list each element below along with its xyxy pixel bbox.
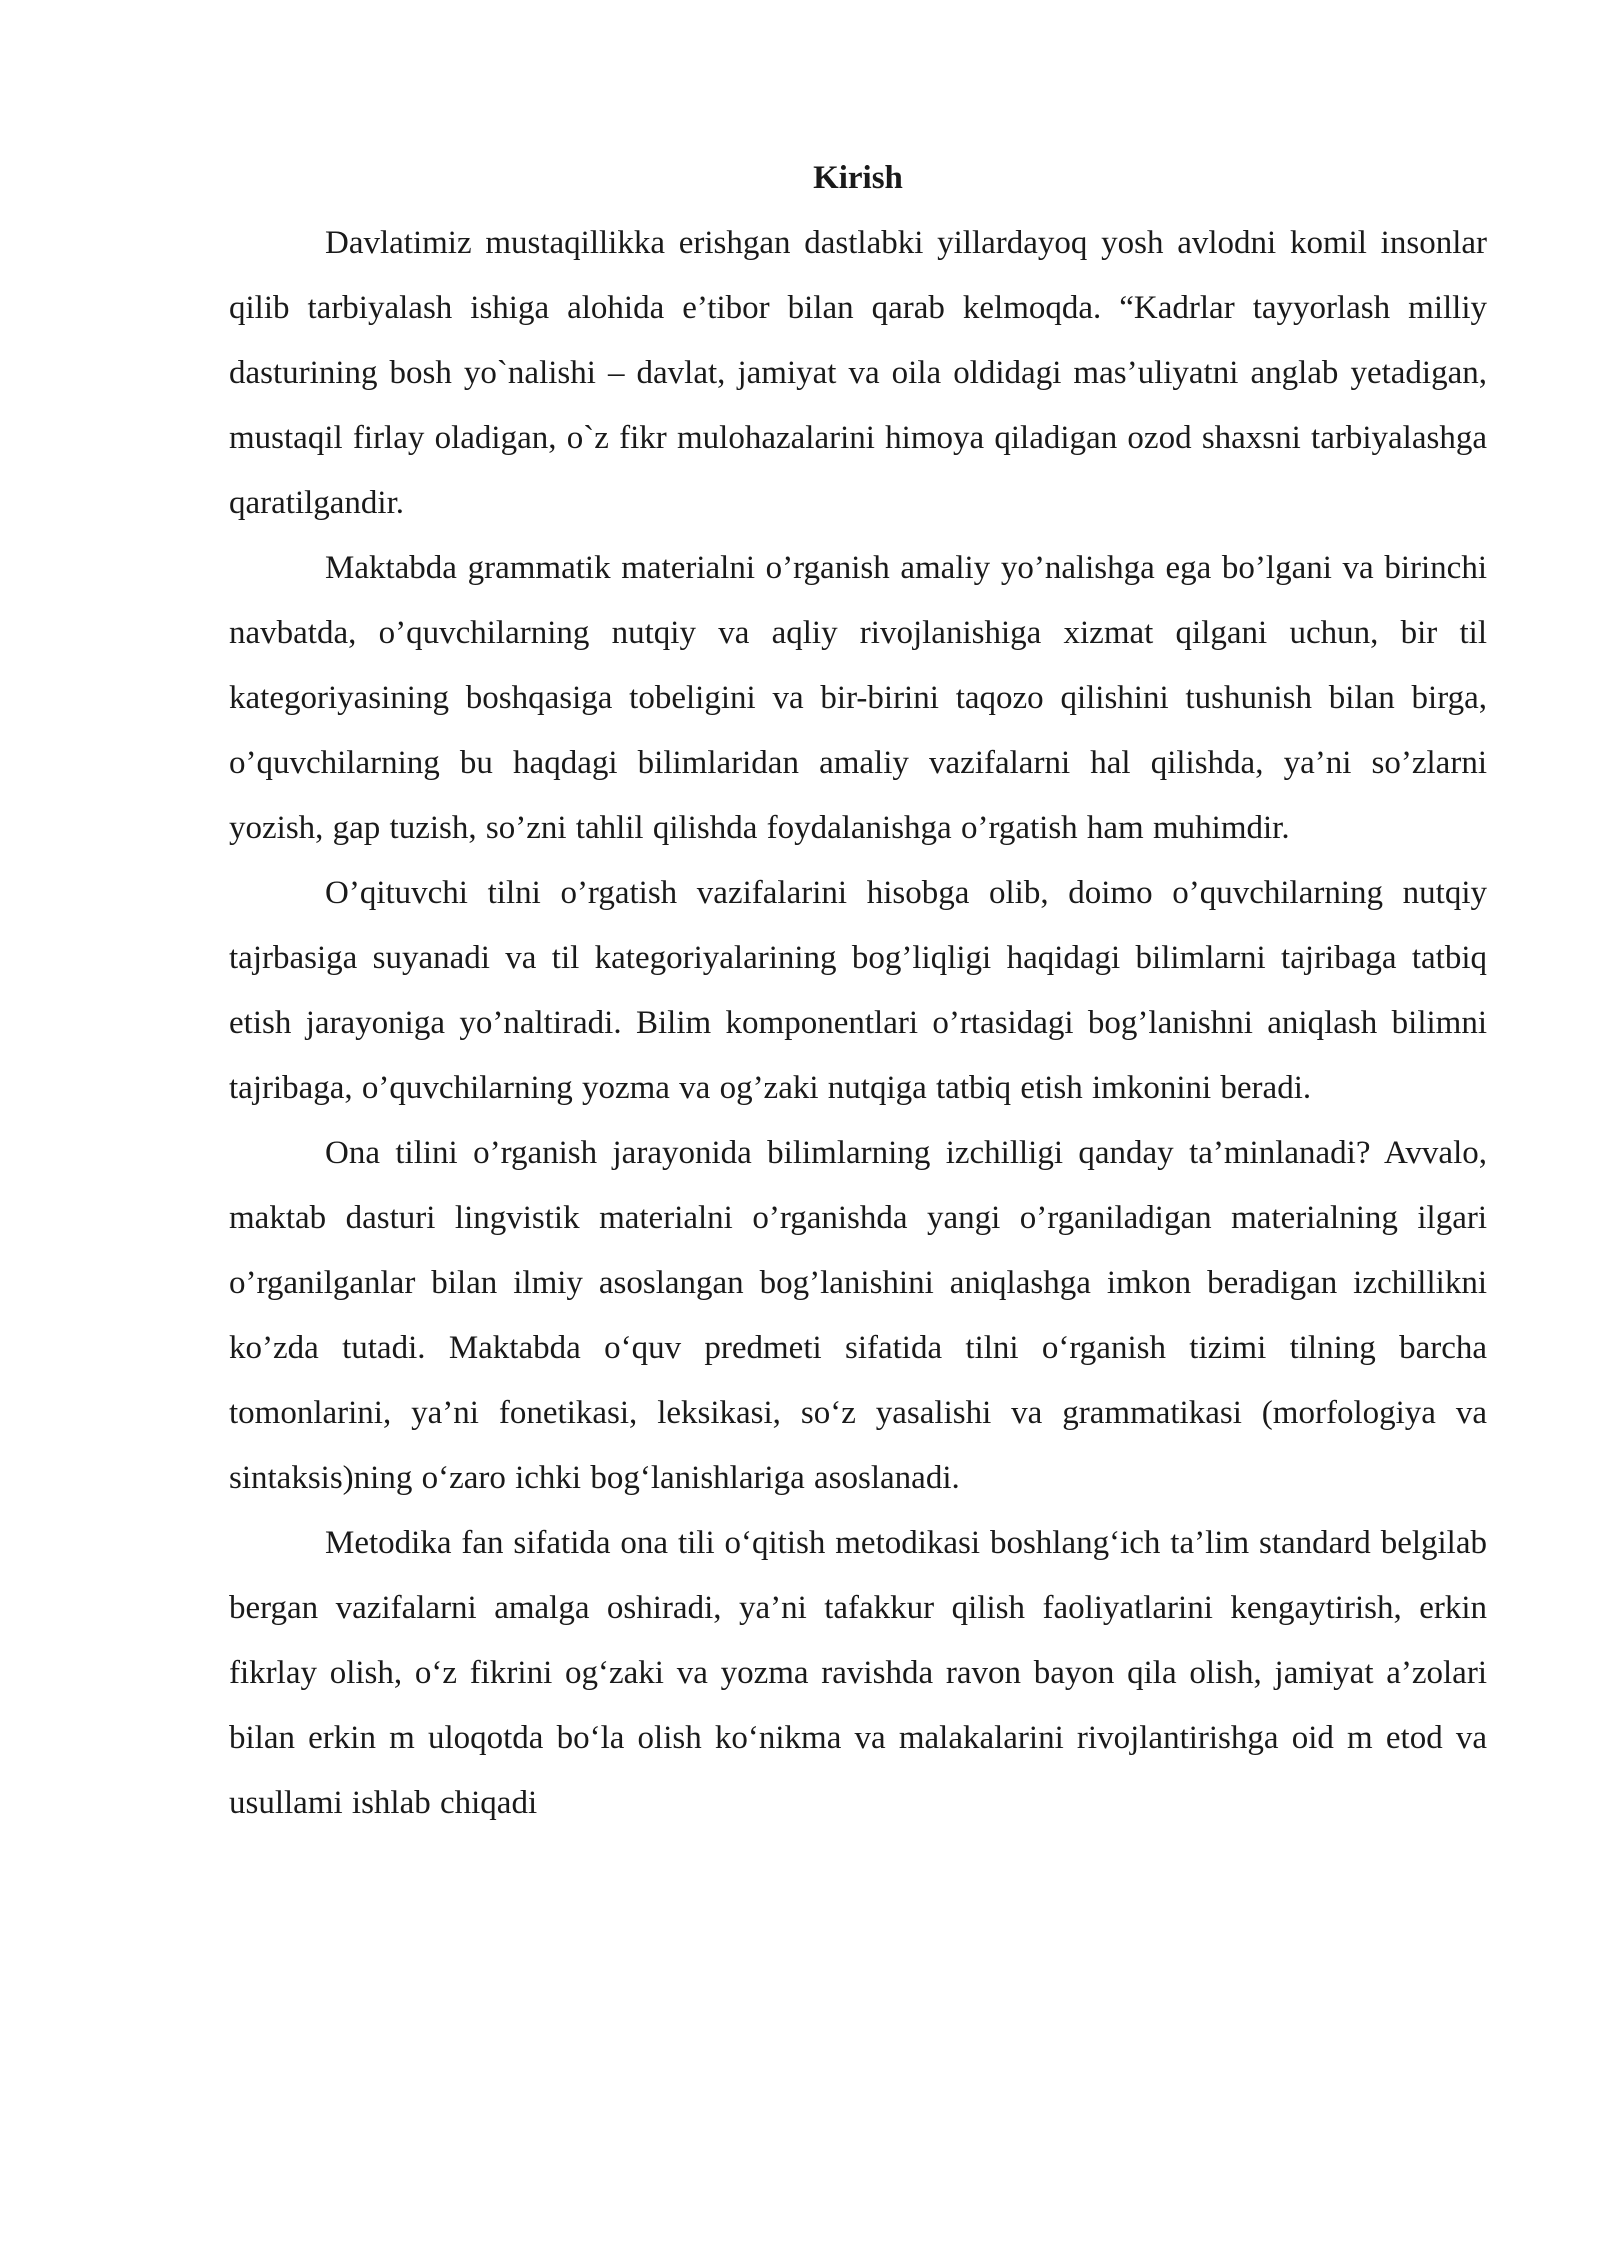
- paragraph-4: Ona tilini o’rganish jarayonida bilimlarning izchilligi qanday ta’minlanadi? Avvalo, maktab dasturi lingvistik materialni o’rganishda yangi o’rganiladigan materialning ilgari o’rganilganlar bilan ilmiy asoslangan bog’lanishini aniqlashga imkon beradigan izchillikni ko’zda tutadi. Maktabda o‘quv predmeti sifatida tilni o‘rganish tizimi tilning barcha tomonlarini, ya’ni fonetikasi, leksikasi, so‘z yasalishi va grammatikasi (morfologiya va sintaksis)ning o‘zaro ichki bog‘lanishlariga asoslanadi.: [229, 1135, 1487, 1496]
- document-body: [229, 146, 1487, 1836]
- paragraph-2: Maktabda grammatik materialni o’rganish amaliy yo’nalishga ega bo’lgani va birinchi navbatda, o’quvchilarning nutqiy va aqliy rivojlanishiga xizmat qilgani uchun, bir til kategoriyasining boshqasiga tobeligini va bir-birini taqozo qilishini tushunish bilan birga, o’quvchilarning bu haqdagi bilimlaridan amaliy vazifalarni hal qilishda, ya’ni so’zlarni yozish, gap tuzish, so’zni tahlil qilishda foydalanishga o’rgatish ham muhimdir.: [229, 550, 1487, 846]
- paragraph-1: Davlatimiz mustaqillikka erishgan dastlabki yillardayoq yosh avlodni komil insonlar qilib tarbiyalash ishiga alohida e’tibor bilan qarab kelmoqda. “Kadrlar tayyorlash milliy dasturining bosh yo`nalishi – davlat, jamiyat va oila oldidagi mas’uliyatni anglab yetadigan, mustaqil firlay oladigan, o`z fikr mulohazalarini himoya qiladigan ozod shaxsni tarbiyalashga qaratilgandir.: [229, 225, 1487, 521]
- document-title: Kirish: [813, 160, 903, 196]
- paragraph-5: Metodika fan sifatida ona tili o‘qitish metodikasi boshlang‘ich ta’lim standard belgilab bergan vazifalarni amalga oshiradi, ya’ni tafakkur qilish faoliyatlarini kengaytirish, erkin fikrlay olish, o‘z fikrini og‘zaki va yozma ravishda ravon bayon qila olish, jamiyat a’zolari bilan erkin m uloqotda bo‘la olish ko‘nikma va malakalarini rivojlantirishga oid m etod va usullami ishlab chiqadi: [229, 1525, 1487, 1821]
- paragraph-3: O’qituvchi tilni o’rgatish vazifalarini hisobga olib, doimo o’quvchilarning nutqiy tajrbasiga suyanadi va til kategoriyalarining bog’liqligi haqidagi bilimlarni tajribaga tatbiq etish jarayoniga yo’naltiradi. Bilim komponentlari o’rtasidagi bog’lanishni aniqlash bilimni tajribaga, o’quvchilarning yozma va og’zaki nutqiga tatbiq etish imkonini beradi.: [229, 875, 1487, 1106]
